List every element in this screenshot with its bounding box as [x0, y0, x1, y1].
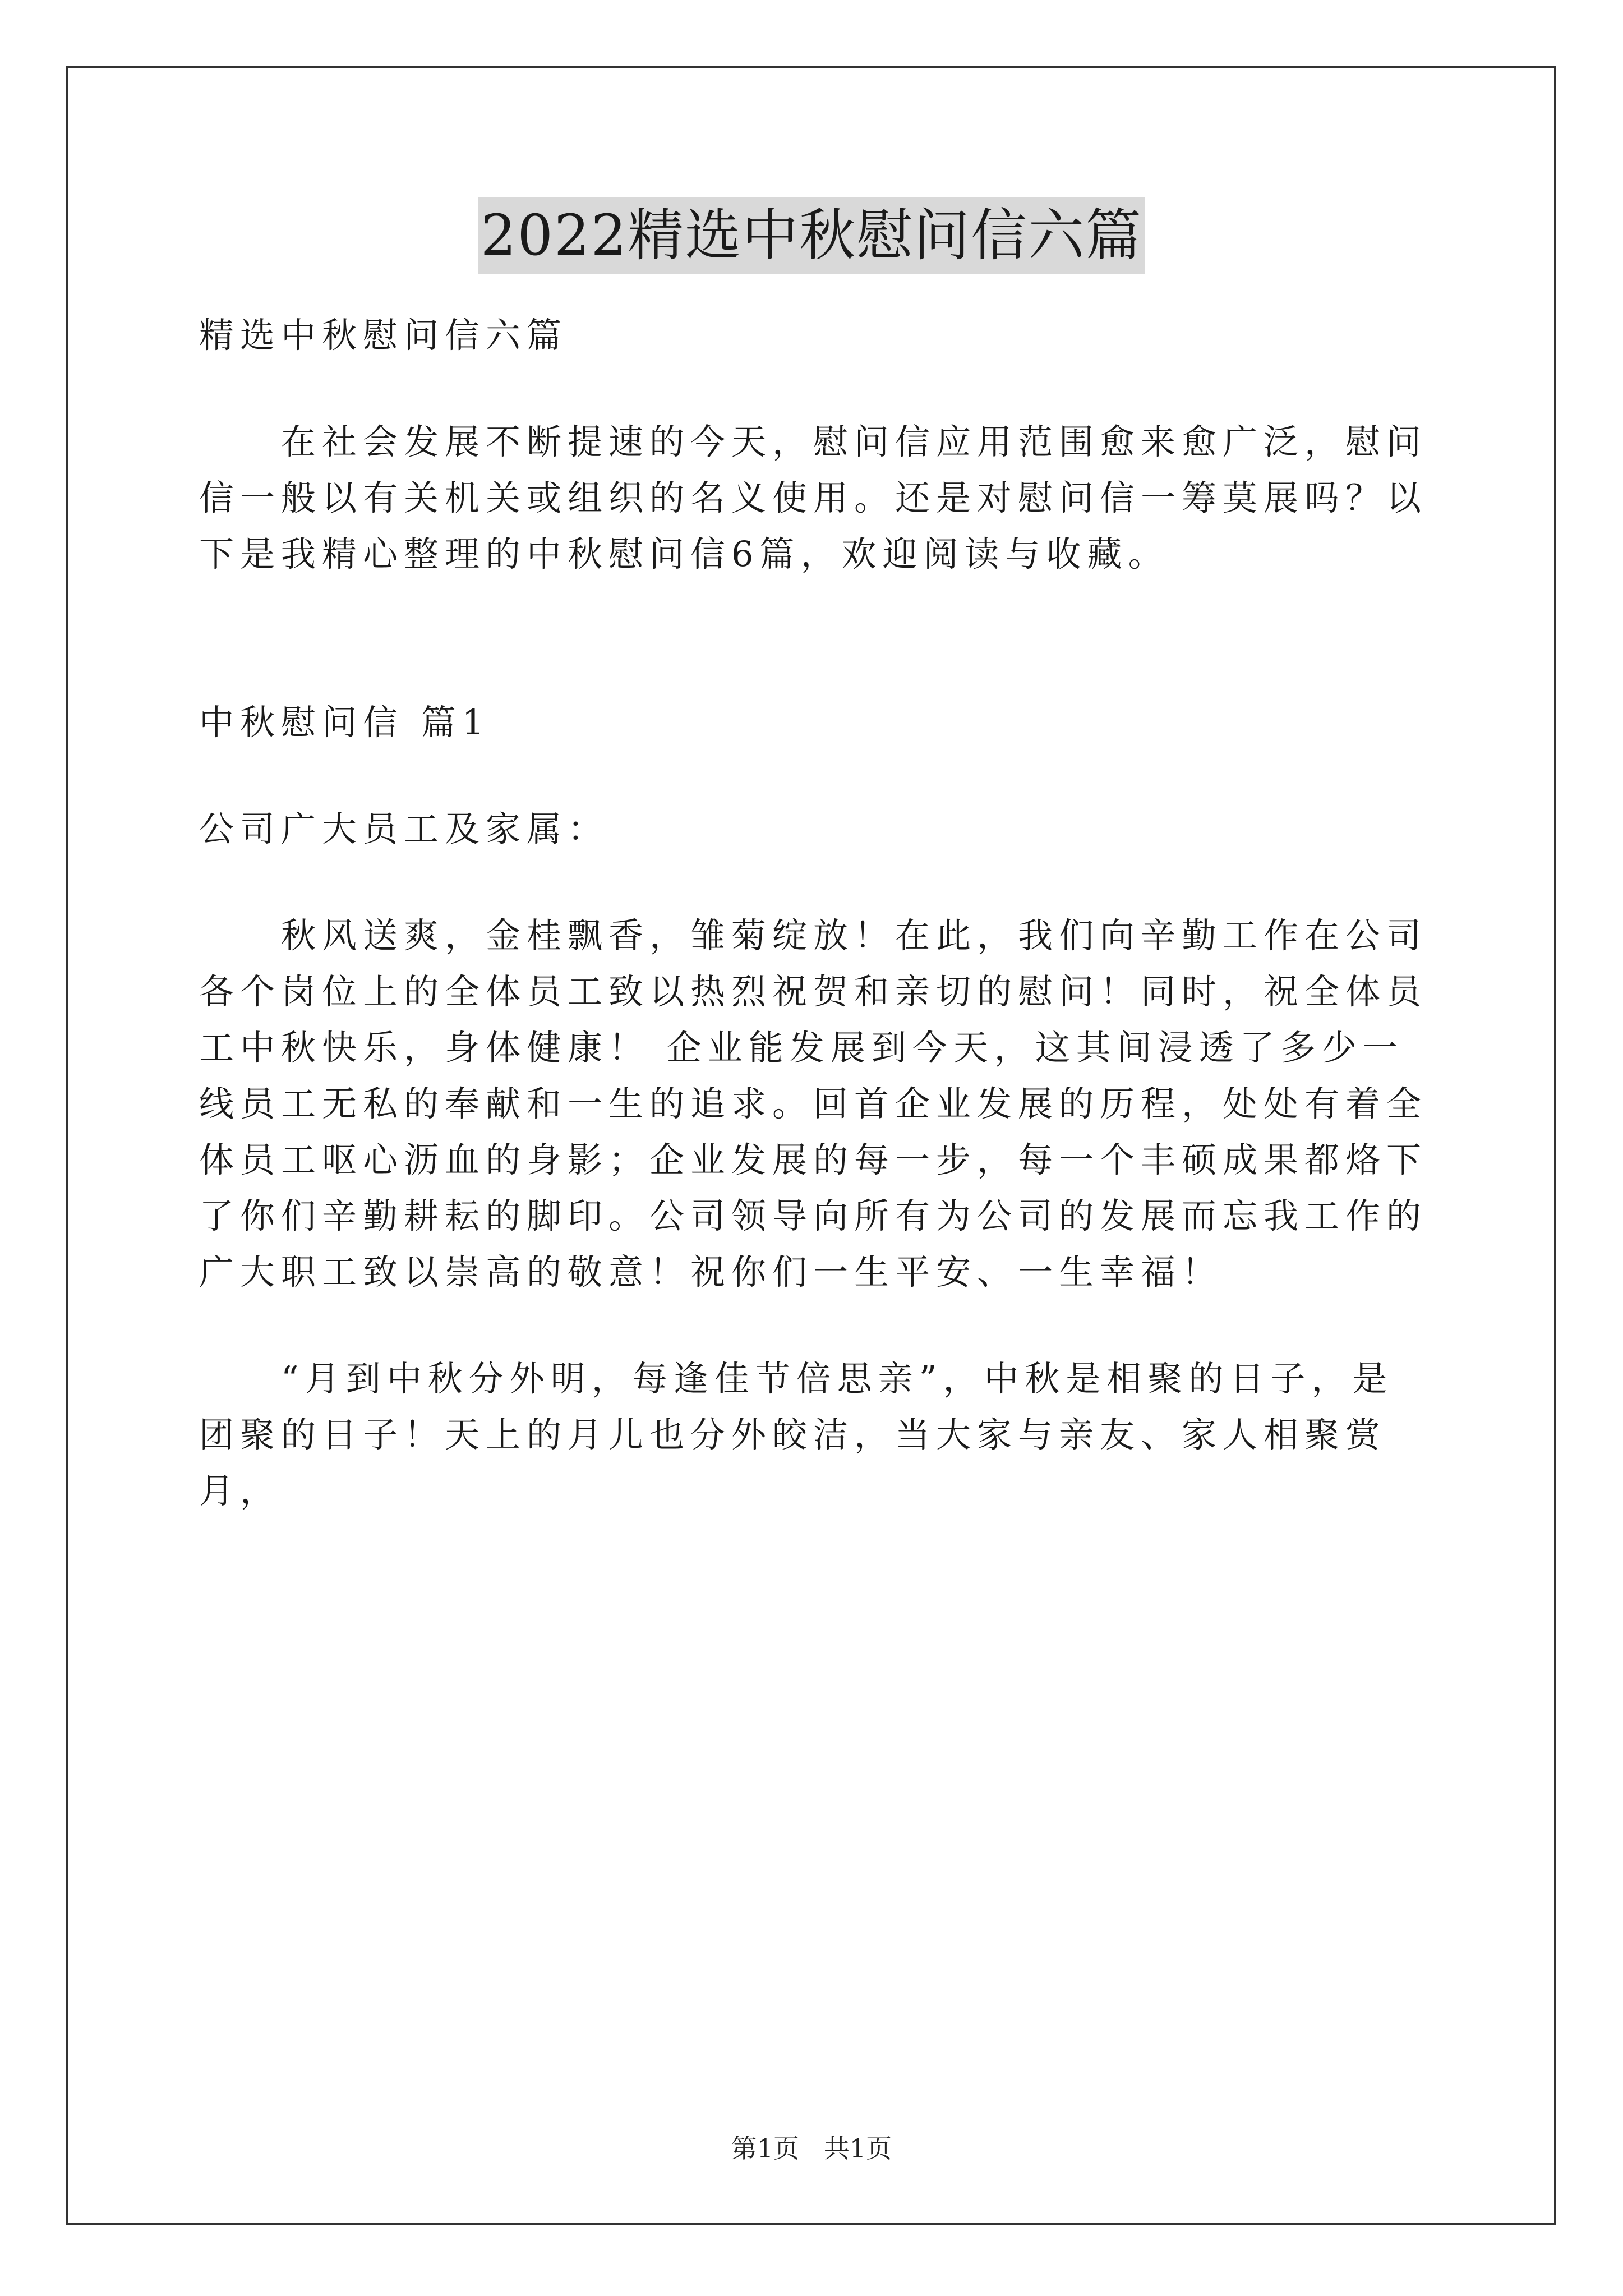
section-heading: 中秋慰问信 篇1	[199, 702, 491, 743]
letter-paragraph: “月到中秋分外明，每逢佳节倍思亲”，中秋是相聚的日子，是团聚的日子！天上的月儿也分外皎洁，当大家与亲友、家人相聚赏月，	[199, 1358, 1394, 1511]
intro-paragraph: 在社会发展不断提速的今天，慰问信应用范围愈来愈广泛，慰问信一般以有关机关或组织的名义使用。还是对慰问信一筹莫展吗？以下是我精心整理的中秋慰问信6篇，欢迎阅读与收藏。	[199, 421, 1428, 574]
salutation: 公司广大员工及家属：	[199, 808, 609, 849]
document-subtitle: 精选中秋慰问信六篇	[199, 315, 568, 356]
letter-paragraph: 秋风送爽，金桂飘香，雏菊绽放！在此，我们向辛勤工作在公司各个岗位上的全体员工致以热烈祝贺和亲切的慰问！同时，祝全体员工中秋快乐，身体健康！ 企业能发展到今天，这其间浸透了多少一线员工无私的奉献和一生的追求。回首企业发展的历程，处处有着全体员工呕心沥血的身影；企业发展的每一步，每一个丰硕成果都烙下了你们辛勤耕耘的脚印。公司领导向所有为公司的发展而忘我工作的广大职工致以崇高的敬意！祝你们一生平安、一生幸福！	[199, 915, 1428, 1292]
page-number: 第1页 共1页	[731, 2133, 892, 2164]
title-container	[0, 197, 1623, 274]
document-body	[199, 307, 1427, 1519]
document-title: 2022精选中秋慰问信六篇	[478, 197, 1145, 274]
